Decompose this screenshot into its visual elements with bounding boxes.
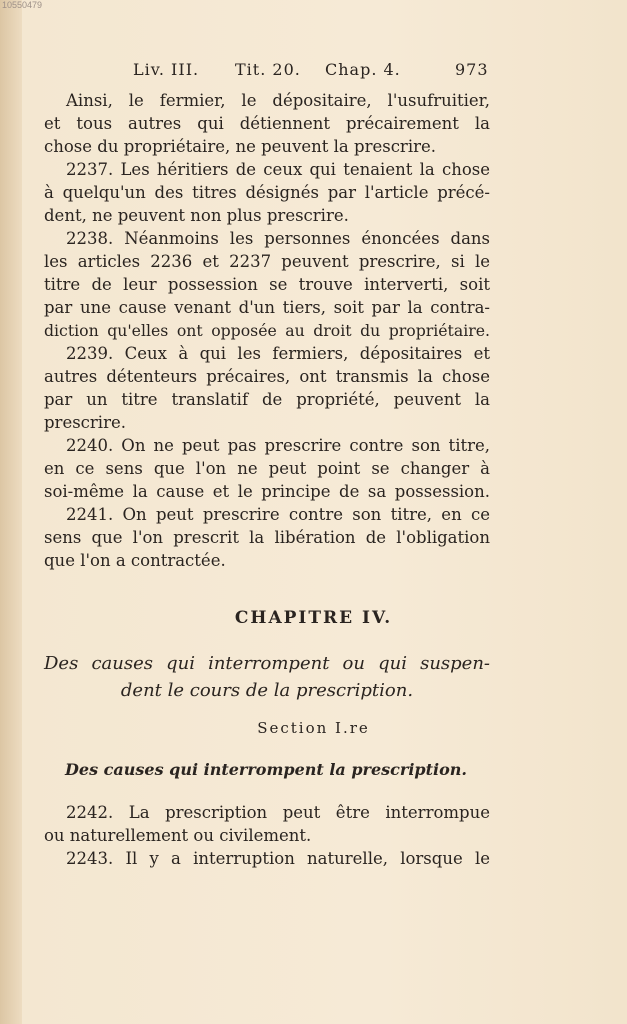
text-line: 2241. On peut prescrire contre son titre, en ce: [66, 505, 490, 524]
header-chapter: Chap. 4.: [325, 60, 401, 79]
text-line: en ce sens que l'on ne peut point se changer à: [44, 459, 490, 478]
text-line: titre de leur possession se trouve interverti, soit: [44, 275, 490, 294]
text-line: 2239. Ceux à qui les fermiers, dépositaires et: [66, 344, 490, 363]
running-header: [133, 60, 493, 82]
text-line: ou naturellement ou civilement.: [44, 826, 312, 845]
text-line: 2237. Les héritiers de ceux qui tenaient la chose: [66, 160, 490, 179]
body-text-top: [44, 89, 490, 572]
chapter-title: [44, 650, 490, 704]
chapter-heading: CHAPITRE IV.: [234, 608, 393, 628]
header-book: Liv. III.: [133, 60, 200, 79]
header-title: Tit. 20.: [235, 60, 301, 79]
text-line: 2238. Néanmoins les personnes énoncées dans: [66, 229, 490, 248]
chapter-title-line: dent le cours de la prescription.: [120, 680, 414, 701]
text-line: diction qu'elles ont opposée au droit du propriétaire.: [44, 321, 490, 340]
body-text-bottom: [44, 801, 490, 870]
text-line: 2243. Il y a interruption naturelle, lorsque le: [66, 849, 490, 868]
text-line: soi-même la cause et le principe de sa possession.: [44, 482, 490, 501]
text-line: prescrire.: [44, 413, 126, 432]
text-line: que l'on a contractée.: [44, 551, 226, 570]
text-line: 2242. La prescription peut être interrompue: [66, 803, 490, 822]
text-line: à quelqu'un des titres désignés par l'article précé-: [44, 183, 490, 202]
text-line: autres détenteurs précaires, ont transmis la chose: [44, 367, 490, 386]
page-number: 973: [455, 60, 489, 79]
text-line: dent, ne peuvent non plus prescrire.: [44, 206, 349, 225]
text-line: Ainsi, le fermier, le dépositaire, l'usufruitier,: [66, 91, 490, 110]
section-heading: Section I.re: [257, 719, 370, 737]
text-line: les articles 2236 et 2237 peuvent prescrire, si le: [44, 252, 490, 271]
text-line: et tous autres qui détiennent précairement la: [44, 114, 490, 133]
text-line: sens que l'on prescrit la libération de l'obligation: [44, 528, 490, 547]
binding-gutter: [0, 0, 22, 1024]
text-line: 2240. On ne peut pas prescrire contre son titre,: [66, 436, 490, 455]
text-line: par une cause venant d'un tiers, soit par la contra-: [44, 298, 490, 317]
text-line: par un titre translatif de propriété, peuvent la: [44, 390, 490, 409]
section-title: Des causes qui interrompent la prescription.: [65, 760, 467, 779]
text-line: chose du propriétaire, ne peuvent la prescrire.: [44, 137, 436, 156]
chapter-title-line: Des causes qui interrompent ou qui suspen-: [44, 653, 490, 674]
watermark: 10550479: [2, 0, 43, 10]
